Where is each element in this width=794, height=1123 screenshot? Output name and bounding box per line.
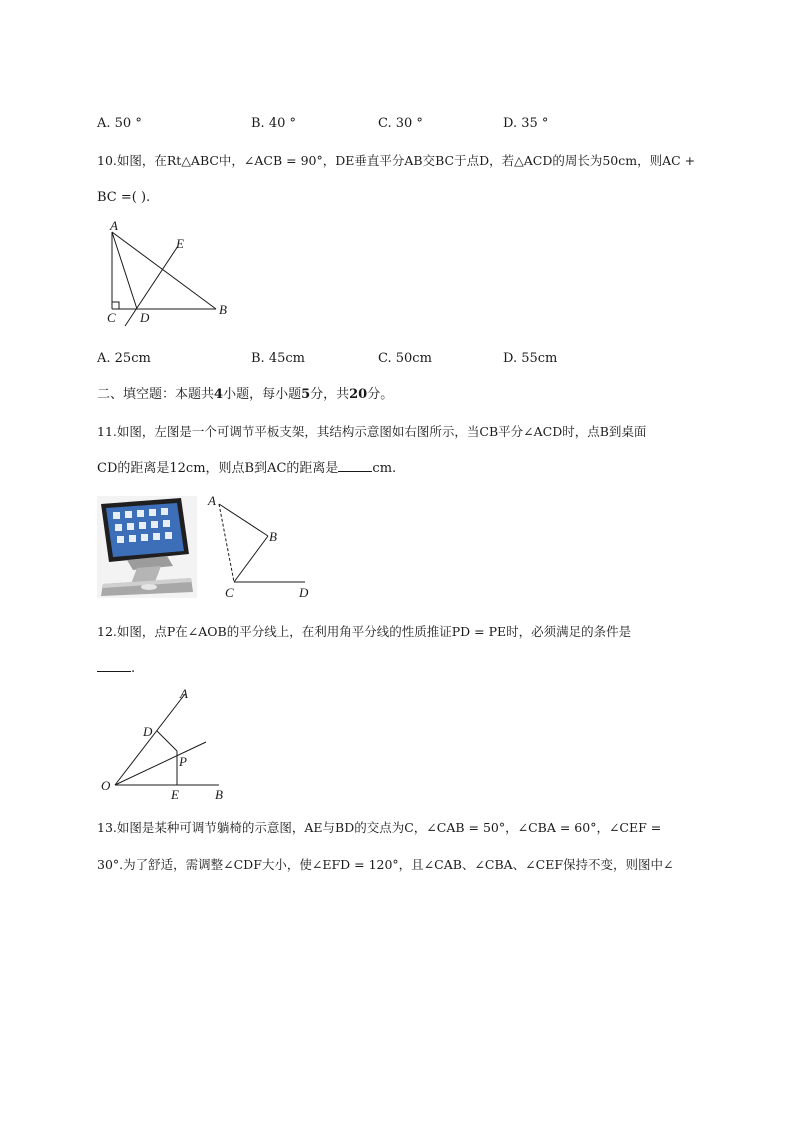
q10-label-d: D — [140, 310, 150, 325]
q12-label-p: P — [179, 754, 187, 769]
q12-label-d: D — [143, 724, 153, 739]
q12-label-a: A — [180, 686, 188, 701]
q11-segment-bc — [234, 536, 268, 582]
q10-label-a: A — [110, 218, 118, 233]
q12-label-o: O — [101, 778, 111, 793]
q12-stem-line1: 12.如图，点P在∠AOB的平分线上，在利用角平分线的性质推证PD = PE时，必须满足的条件是 — [97, 624, 632, 639]
q12-figure — [98, 684, 238, 804]
q10-label-e: E — [176, 236, 184, 251]
q12-bisector — [115, 742, 206, 785]
q10-label-c: C — [107, 310, 116, 325]
q10-line-de — [125, 246, 178, 326]
q11-stem-line1: 11.如图，左图是一个可调节平板支架，其结构示意图如右图所示，当CB平分∠ACD时，点B到桌面 — [97, 424, 647, 439]
q10-option-d: D. 55cm — [503, 351, 558, 366]
q11-figure — [203, 490, 318, 602]
q10-segment-ab — [112, 232, 216, 309]
q10-stem-line1: 10.如图，在Rt△ABC中，∠ACB = 90°，DE垂直平分AB交BC于点D，若△ACD的周长为50cm，则AC + — [97, 153, 696, 168]
q11-segment-ac — [219, 504, 234, 582]
q10-option-b: B. 45cm — [251, 351, 305, 366]
q10-label-b: B — [219, 302, 227, 317]
q9-option-a: A. 50 ° — [97, 116, 142, 131]
q10-stem-line2: BC =( ). — [97, 190, 151, 205]
q11-segment-ab — [219, 504, 268, 536]
q11-tablet-stand-photo — [97, 496, 197, 598]
q12-answer-blank — [97, 659, 131, 672]
q9-option-b: B. 40 ° — [251, 116, 296, 131]
q9-option-d: D. 35 ° — [503, 116, 549, 131]
q10-figure — [96, 218, 236, 330]
q13-stem-line1: 13.如图是某种可调节躺椅的示意图，AE与BD的交点为C，∠CAB = 50°，∠CBA = 60°，∠CEF = — [97, 820, 662, 835]
q12-stem-line2: . — [97, 659, 135, 679]
q12-segment-pd — [157, 731, 177, 751]
q12-label-e: E — [171, 787, 179, 802]
q13-stem-line2: 30°.为了舒适，需调整∠CDF大小，使∠EFD = 120°，且∠CAB、∠CBA、∠CEF保持不变，则图中∠ — [97, 857, 674, 872]
q10-option-c: C. 50cm — [378, 351, 432, 366]
section-heading: 二、填空题：本题共4小题，每小题5分，共20分。 — [97, 387, 394, 402]
q10-right-angle-mark — [112, 302, 119, 309]
q11-label-a: A — [208, 493, 216, 508]
q11-label-c: C — [225, 585, 234, 600]
q12-ray-oa — [115, 694, 185, 785]
q9-option-c: C. 30 ° — [378, 116, 423, 131]
q12-label-b: B — [215, 787, 223, 802]
q10-option-a: A. 25cm — [97, 351, 151, 366]
q11-answer-blank — [338, 459, 372, 472]
q11-label-b: B — [269, 529, 277, 544]
q11-stem-line2: CD的距离是12cm，则点B到AC的距离是 cm. — [97, 461, 397, 476]
q11-label-d: D — [299, 585, 309, 600]
q10-segment-ad — [112, 232, 137, 309]
